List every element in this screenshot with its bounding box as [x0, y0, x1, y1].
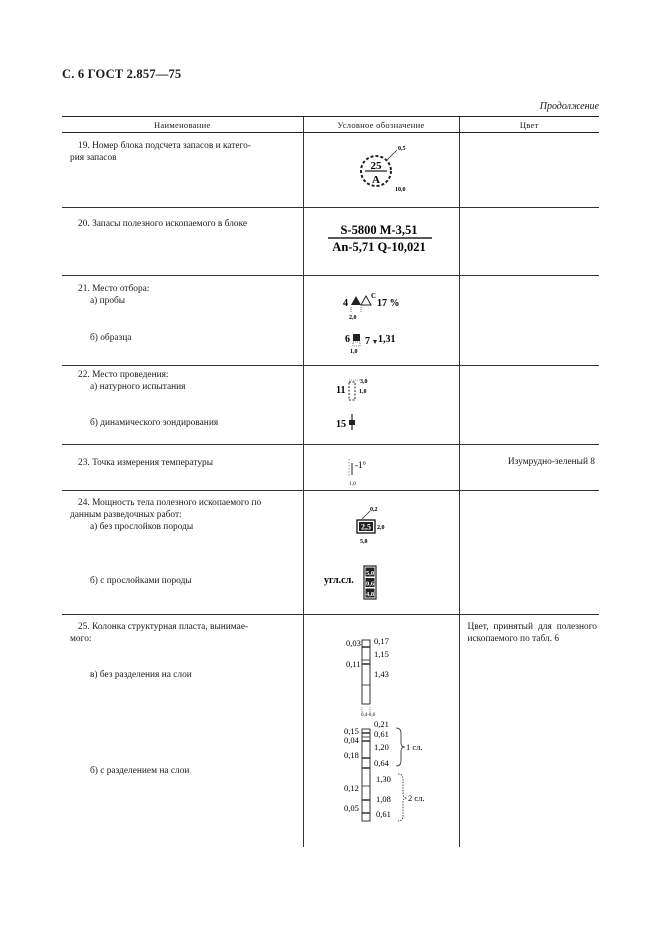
row-24-item-b: б) с прослойками породы	[90, 576, 192, 586]
reserves-symbol	[304, 208, 460, 276]
test-dim-side: 1,0	[358, 389, 366, 395]
sounding-marker-icon	[349, 420, 355, 425]
col-b-left-3: 0,18	[343, 750, 359, 760]
row-22-item-a: а) натурного испытания	[90, 382, 186, 392]
col-a-right-2: 1,15	[373, 649, 389, 659]
col-a-left-1: 0,03	[345, 638, 361, 648]
specimen-num: 6	[344, 334, 350, 345]
column-header-name: Наименование	[62, 117, 303, 133]
row-21-name: 21. Место отбора: а) пробы б) образца	[62, 276, 303, 344]
dim-small-label: 0,5	[397, 146, 405, 152]
page-header: С. 6 ГОСТ 2.857—75	[62, 67, 182, 81]
sounding-num: 15	[335, 419, 346, 430]
thickness-dim-top: 0,2	[369, 507, 377, 513]
column-header-color: Цвет	[459, 117, 599, 133]
col-b-left-1: 0,15	[343, 726, 359, 736]
temperature-dim: 1,0	[348, 481, 356, 487]
sample-sup: C	[370, 292, 376, 300]
specimen-v2: 1,31	[377, 334, 395, 345]
col-a-right-1: 0,17	[373, 636, 389, 646]
row-24-item-a: а) без прослойков породы	[90, 522, 194, 532]
col-a-dim: 0,4-0,6	[360, 713, 375, 718]
block-number-bottom: A	[371, 174, 380, 186]
col-b-right-4: 0,64	[373, 758, 389, 768]
interlayer-label: угл.сл.	[323, 575, 354, 586]
test-num: 11	[335, 385, 345, 396]
specimen-v1: 7	[364, 336, 370, 347]
col-b-left-5: 0,05	[343, 803, 359, 813]
row-25-name: 25. Колонка структурная пласта, вынимае- мого: в) без разделения на слои б) с разделением на слои	[62, 615, 303, 777]
col-b-right-1: 0,21	[373, 719, 389, 729]
reserves-line1: S-5800 M-3,51	[339, 223, 418, 237]
thickness-symbols	[304, 491, 460, 615]
row-22-name: 22. Место проведения: а) натурного испытания б) динамического зондирования	[62, 366, 303, 429]
specimen-square-icon	[353, 334, 360, 341]
col-b-right-7: 0,61	[375, 809, 391, 819]
row-19-name: 19. Номер блока подсчета запасов и катего- рия запасов	[70, 141, 251, 163]
col-b-left-4: 0,12	[343, 783, 359, 793]
reserves-line2: An-5,71 Q-10,021	[331, 240, 426, 254]
column-b	[344, 719, 425, 821]
sample-dim: 2,0	[348, 315, 356, 321]
sample-triangle-icon	[351, 296, 361, 305]
interlayer-cell-3: 4,8	[365, 591, 374, 598]
specimen-dim: 1,0	[349, 349, 357, 355]
temperature-symbol	[304, 445, 460, 491]
col-b-right-2: 0,61	[373, 729, 389, 739]
column-a	[346, 636, 389, 718]
sample-num: 4	[342, 298, 348, 309]
col-b-right-3: 1,20	[373, 742, 389, 752]
thickness-value: 2,5	[360, 522, 371, 532]
row-21-item-b: б) образца	[90, 333, 132, 343]
column-header-symbol: Условное обозначение	[303, 117, 459, 133]
sampling-symbols	[304, 276, 460, 366]
table-row-20	[62, 208, 599, 276]
row-25-item-a: в) без разделения на слои	[90, 670, 192, 680]
symbols-table	[62, 116, 599, 847]
table-row-25	[62, 615, 599, 847]
dim-big-label: 10,0	[394, 187, 405, 193]
row-25-item-b: б) с разделением на слои	[90, 766, 190, 776]
structural-column-symbols	[304, 615, 460, 847]
col-a-left-2: 0,11	[345, 659, 361, 669]
block-number-top: 25	[370, 160, 381, 172]
table-row-24	[62, 491, 599, 615]
test-dim-top: 3,0	[359, 379, 367, 385]
layer-2-label: 2 сл.	[407, 793, 425, 803]
row-21-item-a: а) пробы	[90, 296, 126, 306]
table-row-19	[62, 133, 599, 208]
row-24-name: 24. Мощность тела полезного ископаемого по данным разведочных работ: а) без прослойков породы б) с прослойками породы	[62, 491, 303, 587]
sample-pct: 17 %	[376, 298, 399, 309]
testing-symbols	[304, 366, 460, 445]
temperature-value: -1°	[354, 460, 366, 470]
col-b-right-5: 1,30	[375, 774, 391, 784]
col-b-right-6: 1,08	[375, 794, 391, 804]
continuation-label: Продолжение	[539, 101, 599, 112]
interlayer-cell-2: 0,6	[365, 580, 374, 588]
test-rect-icon	[349, 382, 355, 400]
layer-2-brace	[398, 774, 407, 821]
table-row-21	[62, 276, 599, 366]
row-23-name: 23. Точка измерения температуры	[78, 458, 214, 468]
layer-1-label: 1 сл.	[405, 742, 423, 752]
block-number-symbol	[304, 133, 460, 208]
row-25-color: Цвет, принятый для полезного ископаемого по табл. 6	[467, 622, 597, 644]
layer-1-brace	[396, 728, 405, 766]
row-22-item-b: б) динамического зондирования	[90, 418, 219, 428]
col-b-left-2: 0,04	[343, 735, 359, 745]
row-20-name: 20. Запасы полезного ископаемого в блоке	[78, 219, 248, 229]
row-23-color: Изумрудно-зеленый 8	[507, 457, 595, 467]
col-a-right-3: 1,43	[373, 669, 389, 679]
table-row-23	[62, 445, 599, 491]
table-row-22	[62, 366, 599, 445]
thickness-dim-side: 2,0	[376, 525, 384, 531]
thickness-dim-bottom: 5,0	[359, 539, 367, 545]
interlayer-cell-1: 5,0	[365, 570, 374, 577]
